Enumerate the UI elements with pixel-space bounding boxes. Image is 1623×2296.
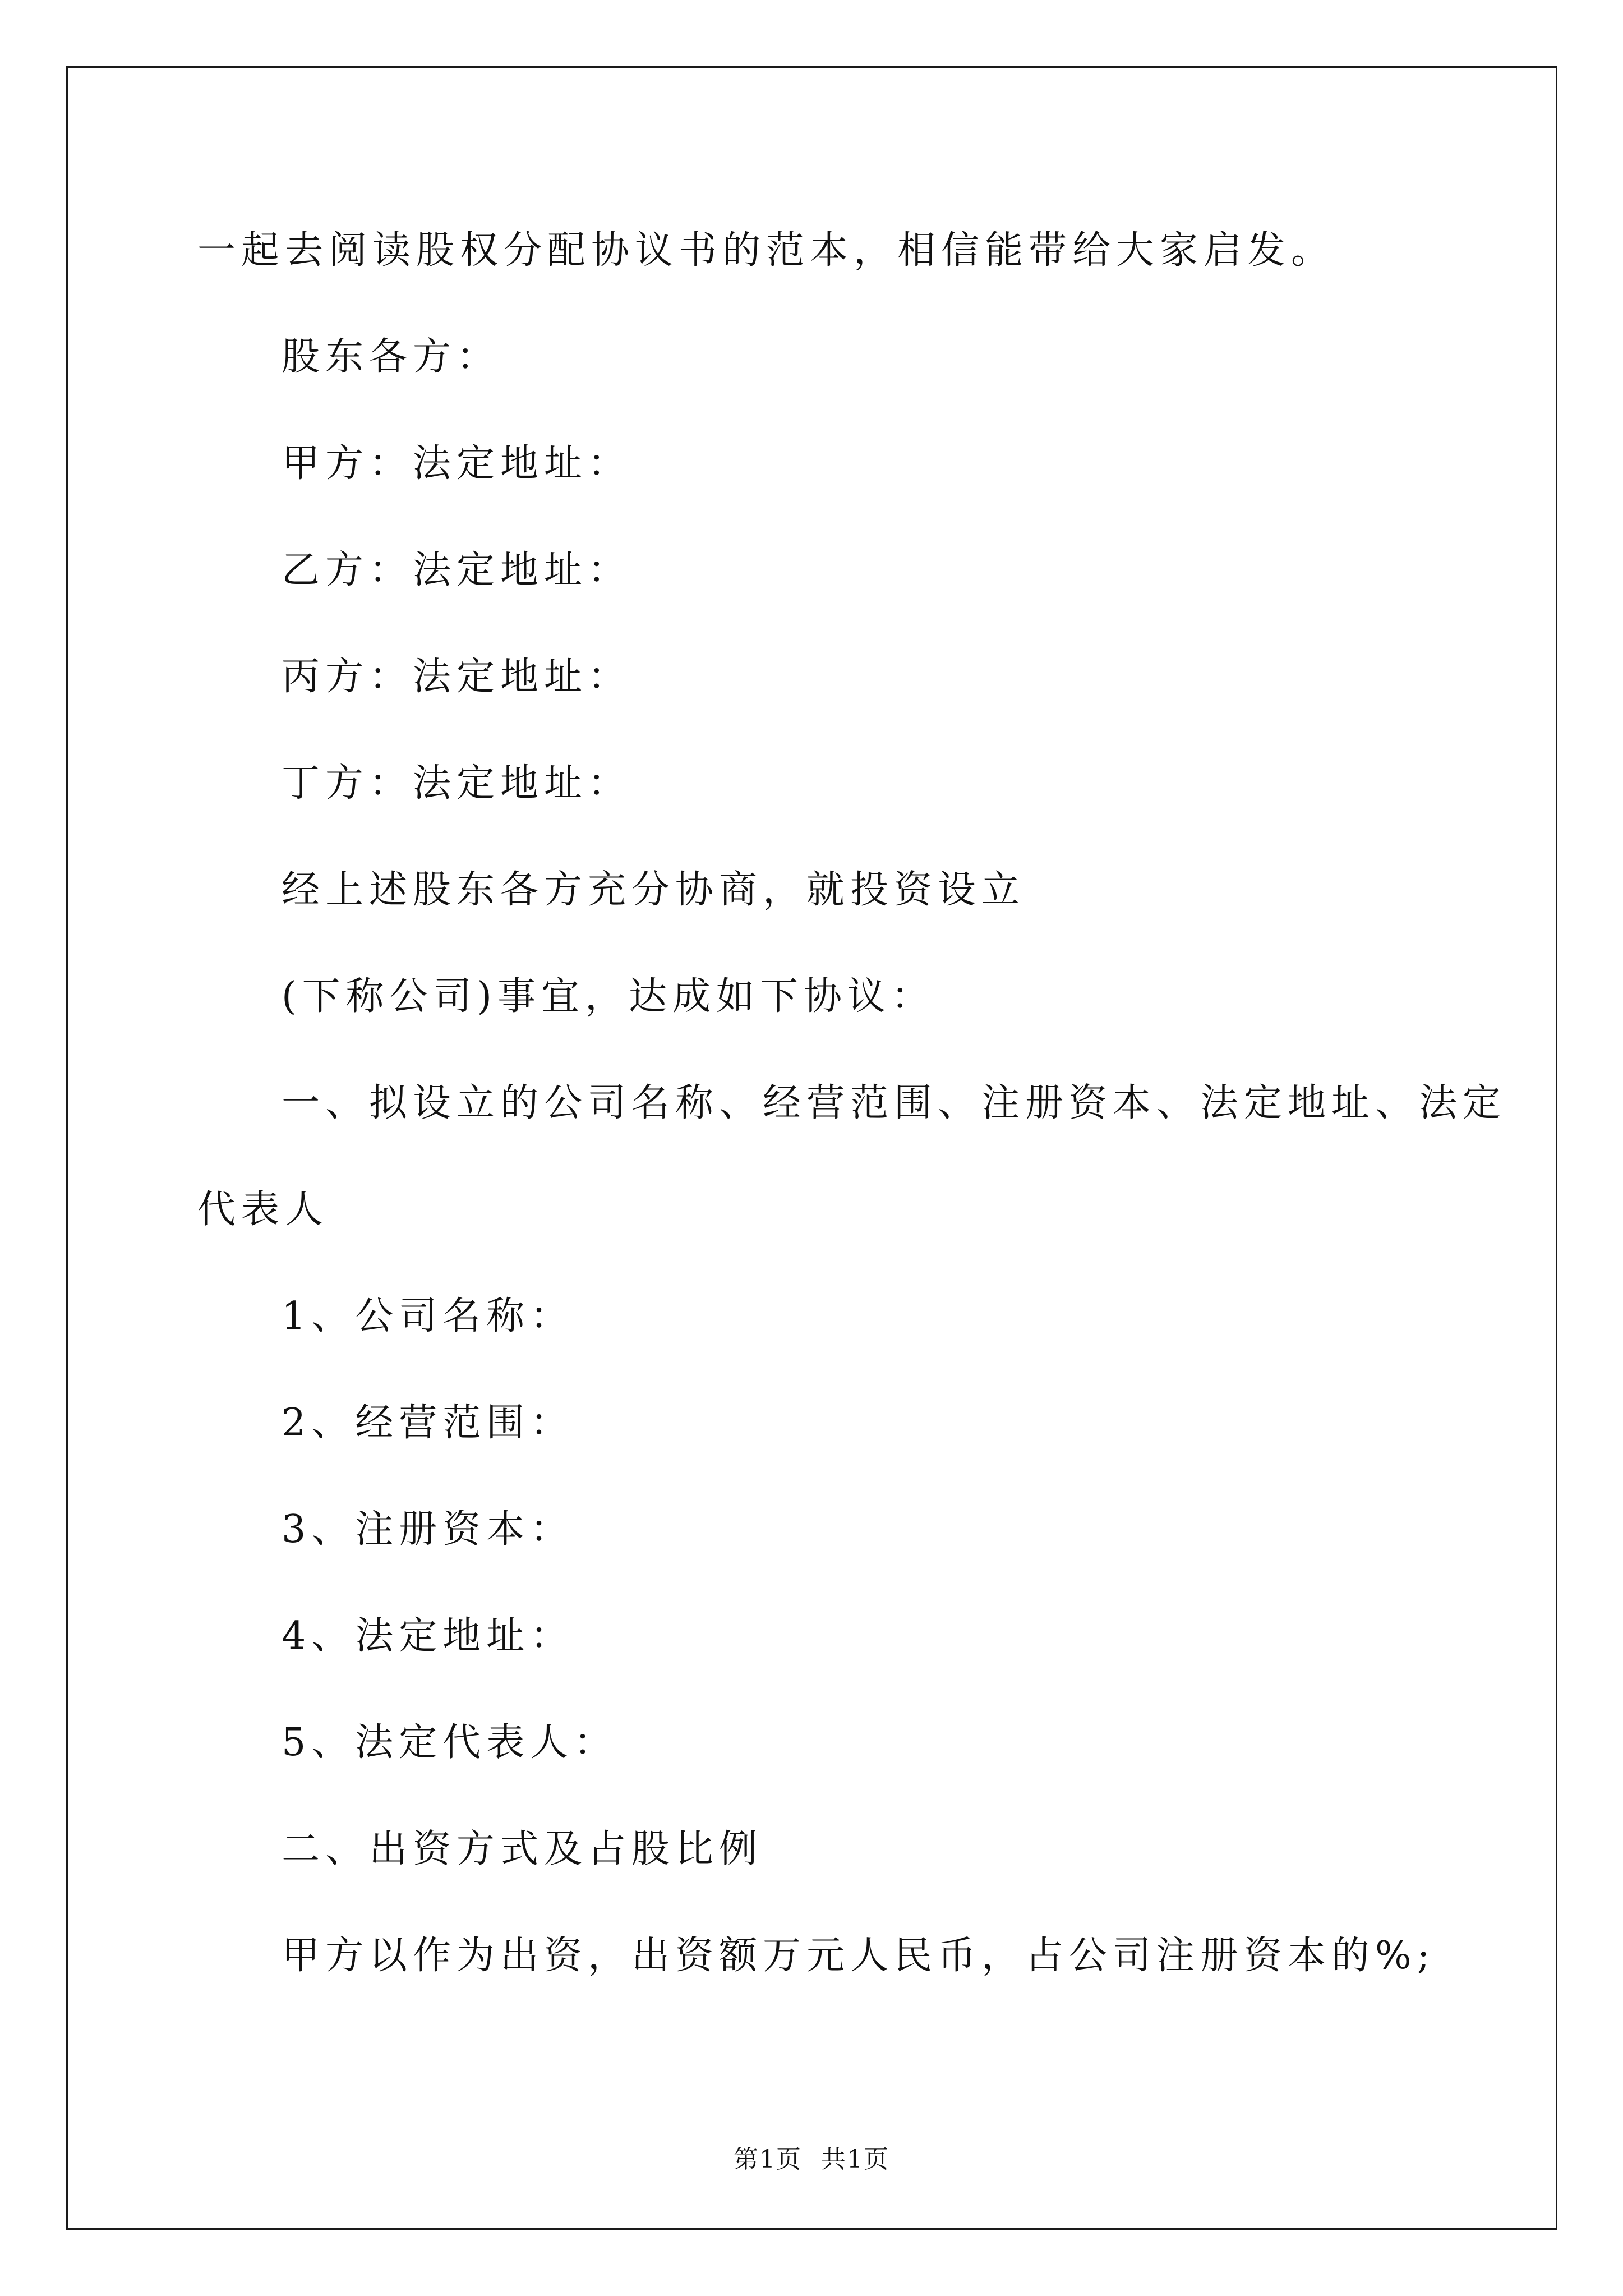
- item-legal-address: 4、法定地址：: [282, 1614, 574, 1658]
- agreement-line: (下称公司)事宜，达成如下协议：: [282, 974, 935, 1019]
- party-a-line: 甲方：法定地址：: [282, 441, 632, 486]
- section-one-heading: 一、拟设立的公司名称、经营范围、注册资本、法定地址、法定: [282, 1081, 1507, 1125]
- section-two-heading: 二、出资方式及占股比例: [282, 1827, 763, 1871]
- page-footer: 第1页 共1页: [734, 2145, 889, 2174]
- negotiation-line: 经上述股东各方充分协商，就投资设立: [282, 868, 1026, 912]
- item-business-scope: 2、经营范围：: [282, 1401, 574, 1445]
- item-company-name: 1、公司名称：: [282, 1294, 574, 1338]
- party-b-line: 乙方：法定地址：: [282, 548, 632, 592]
- intro-line: 一起去阅读股权分配协议书的范本，相信能带给大家启发。: [197, 228, 1335, 273]
- shareholders-heading: 股东各方：: [282, 335, 501, 379]
- party-c-line: 丙方：法定地址：: [282, 655, 632, 699]
- party-a-contribution: 甲方以作为出资，出资额万元人民币，占公司注册资本的%;: [282, 1934, 1436, 1978]
- party-d-line: 丁方：法定地址：: [282, 761, 632, 806]
- page-border: [66, 66, 1557, 2230]
- section-one-heading-cont: 代表人: [197, 1188, 329, 1232]
- item-legal-representative: 5、法定代表人：: [282, 1720, 618, 1765]
- item-registered-capital: 3、注册资本：: [282, 1507, 574, 1552]
